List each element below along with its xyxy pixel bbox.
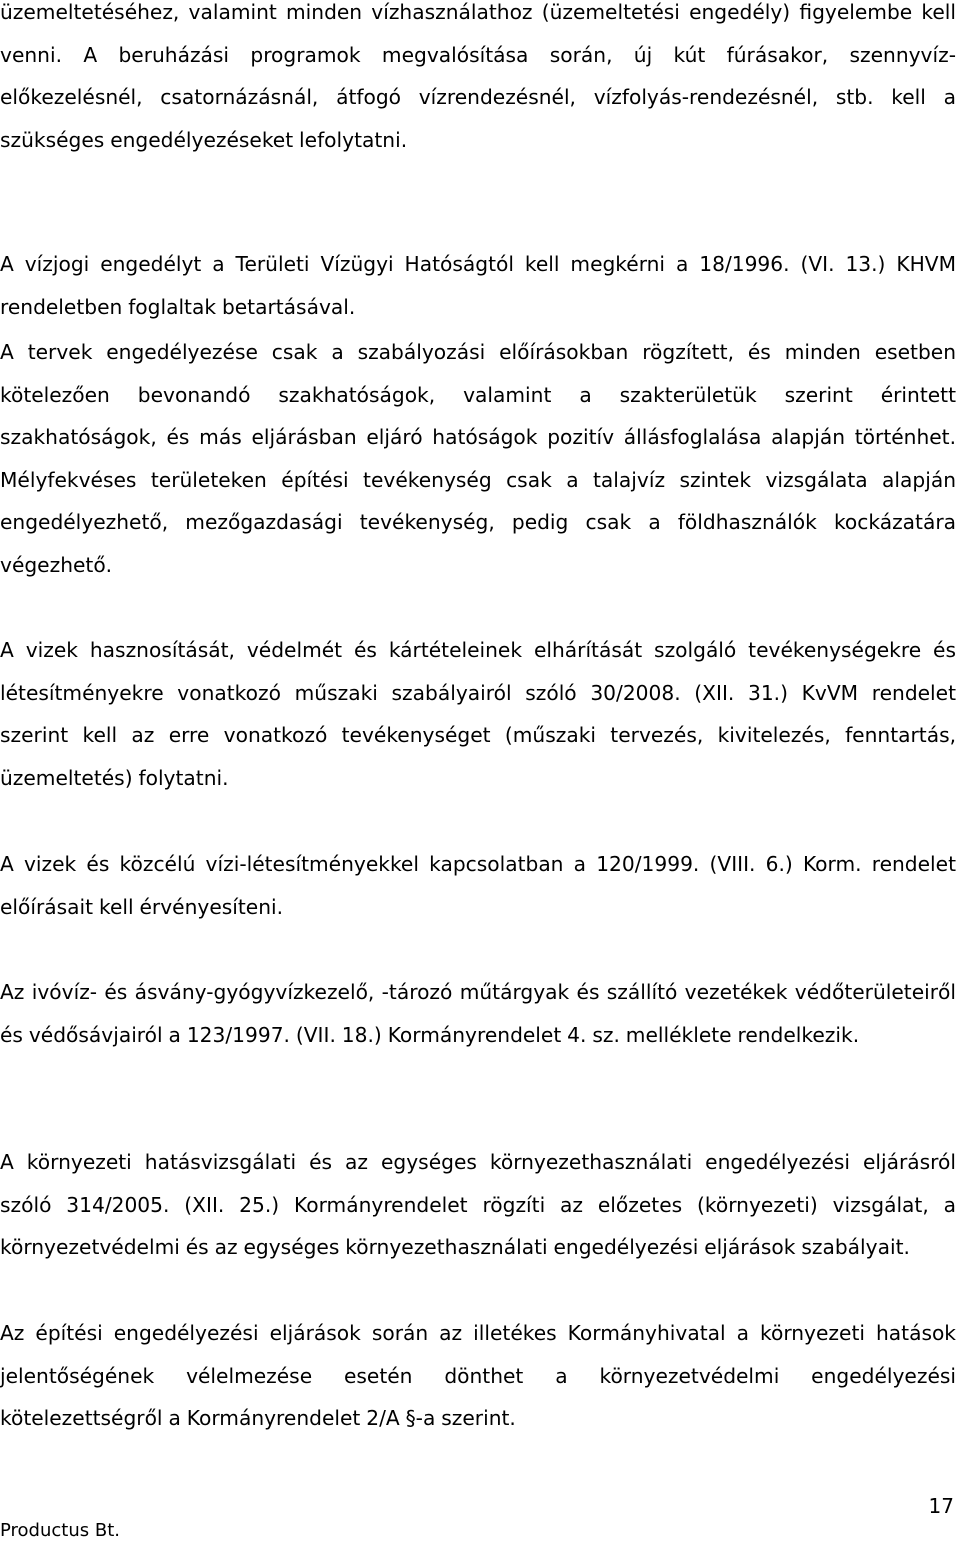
footer-company: Productus Bt. bbox=[0, 1520, 120, 1541]
paragraph-plan-approval: A tervek engedélyezése csak a szabályozási előírásokban rögzített, és minden esetben kötelezően bevonandó szakhatóságok, valamint a szakterületük szerint érintett szakhatóságok, és más eljárásban eljáró hatóságok pozitív állásfoglalása alapján történhet. Mélyfekvéses területeken építési tevékenység csak a talajvíz szintek vizsgálata alapján engedélyezhető, mezőgazdasági tevékenység, pedig csak a földhasználók kockázatára végezhető. bbox=[0, 340, 956, 577]
paragraph-environmental-impact: A környezeti hatásvizsgálati és az egységes környezethasználati engedélyezési eljárásról szóló 314/2005. (XII. 25.) Kormányrendelet rögzíti az előzetes (környezeti) vizsgálat, a környezetvédelmi és az egységes környezethasználati engedélyezési eljárások szabályait. bbox=[0, 1150, 956, 1260]
paragraph-water-use-permits: üzemeltetéséhez, valamint minden vízhasználathoz (üzemeltetési engedély) figyelembe kell venni. A beruházási programok megvalósítása során, új kút fúrásakor, szennyvíz-előkezelésnél, csatornázásnál, átfogó vízrendezésnél, vízfolyás-rendezésnél, stb. kell a szükséges engedélyezéseket lefolytatni. bbox=[0, 0, 956, 152]
page-number: 17 bbox=[928, 1494, 954, 1518]
paragraph-water-rights-permit: A vízjogi engedélyt a Területi Vízügyi Hatóságtól kell megkérni a 18/1996. (VI. 13.) KHVM rendeletben foglaltak betartásával. bbox=[0, 252, 956, 319]
paragraph-korm-regulation: A vizek és közcélú vízi-létesítményekkel kapcsolatban a 120/1999. (VIII. 6.) Korm. rendelet előírásait kell érvényesíteni. bbox=[0, 852, 956, 919]
paragraph-building-permits: Az építési engedélyezési eljárások során az illetékes Kormányhivatal a környezeti hatások jelentőségének vélelmezése esetén dönthet a környezetvédelmi engedélyezési kötelezettségről a Kormányrendelet 2/A §-a szerint. bbox=[0, 1321, 956, 1431]
paragraph-kvvm-regulation: A vizek hasznosítását, védelmét és kártételeinek elhárítását szolgáló tevékenységekre és létesítményekre vonatkozó műszaki szabályairól szóló 30/2008. (XII. 31.) KvVM rendelet szerint kell az erre vonatkozó tevékenységet (műszaki tervezés, kivitelezés, fenntartás, üzemeltetés) folytatni. bbox=[0, 638, 956, 790]
paragraph-drinking-water-protection: Az ivóvíz- és ásvány-gyógyvízkezelő, -tározó műtárgyak és szállító vezetékek védőterületeiről és védősávjairól a 123/1997. (VII. 18.) Kormányrendelet 4. sz. melléklete rendelkezik. bbox=[0, 980, 956, 1047]
